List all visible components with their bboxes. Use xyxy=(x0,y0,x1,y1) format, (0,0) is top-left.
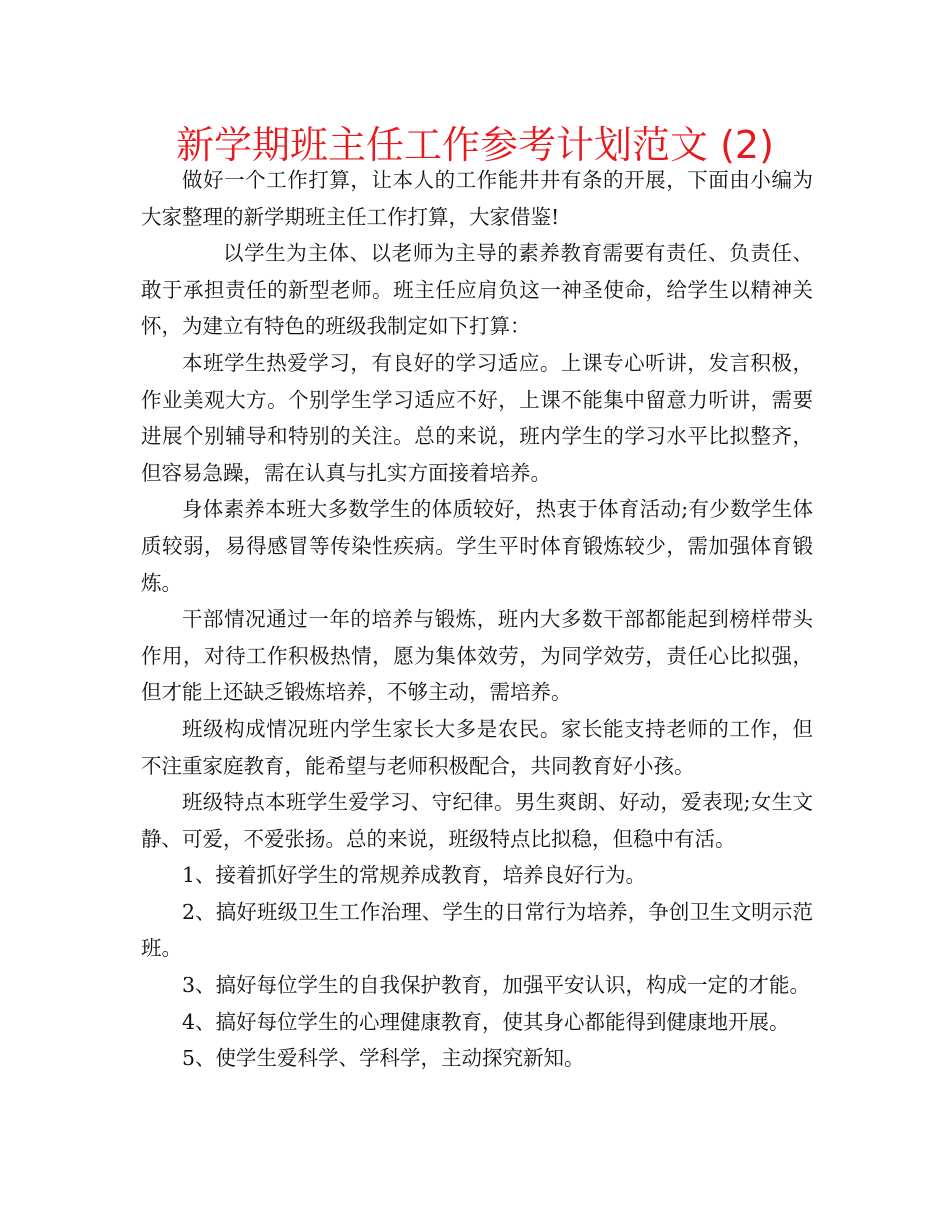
paragraph-health: 身体素养本班大多数学生的体质较好，热衷于体育活动;有少数学生体质较弱，易得感冒等传染性疾病。学生平时体育锻炼较少，需加强体育锻炼。 xyxy=(141,497,813,595)
list-item-5: 5、使学生爱科学、学科学，主动探究新知。 xyxy=(182,1046,585,1071)
paragraph-features: 班级特点本班学生爱学习、守纪律。男生爽朗、好动，爱表现;女生文静、可爱，不爱张扬。总的来说，班级特点比拟稳，但稳中有活。 xyxy=(141,790,813,851)
list-item-1: 1、接着抓好学生的常规养成教育，培养良好行为。 xyxy=(182,863,647,888)
paragraph-composition: 班级构成情况班内学生家长大多是农民。家长能支持老师的工作，但不注重家庭教育，能希望与老师积极配合，共同教育好小孩。 xyxy=(141,716,813,778)
paragraph-study: 本班学生热爱学习，有良好的学习适应。上课专心听讲，发言积极，作业美观大方。个别学生学习适应不好，上课不能集中留意力听讲，需要进展个别辅导和特别的关注。总的来说，班内学生的学习水平比拟整齐，但容易急躁，需在认真与扎实方面接着培养。 xyxy=(141,350,813,485)
paragraph-intro: 做好一个工作打算，让本人的工作能井井有条的开展，下面由小编为大家整理的新学期班主任工作打算，大家借鉴! xyxy=(141,168,813,229)
list-item-4: 4、搞好每位学生的心理健康教育，使其身心都能得到健康地开展。 xyxy=(182,1009,790,1034)
paragraph-preface: 以学生为主体、以老师为主导的素养教育需要有责任、负责任、敢于承担责任的新型老师。班主任应肩负这一神圣使命，给学生以精神关怀，为建立有特色的班级我制定如下打算： xyxy=(141,241,813,339)
document-title: 新学期班主任工作参考计划范文 (2) xyxy=(176,123,774,167)
list-item-2: 2、搞好班级卫生工作治理、学生的日常行为培养，争创卫生文明示范班。 xyxy=(141,899,813,961)
paragraph-cadres: 干部情况通过一年的培养与锻炼，班内大多数干部都能起到榜样带头作用，对待工作积极热情，愿为集体效劳，为同学效劳，责任心比拟强，但才能上还缺乏锻炼培养，不够主动，需培养。 xyxy=(141,607,813,705)
list-item-3: 3、搞好每位学生的自我保护教育，加强平安认识，构成一定的才能。 xyxy=(182,973,811,998)
document-body xyxy=(141,162,813,1077)
